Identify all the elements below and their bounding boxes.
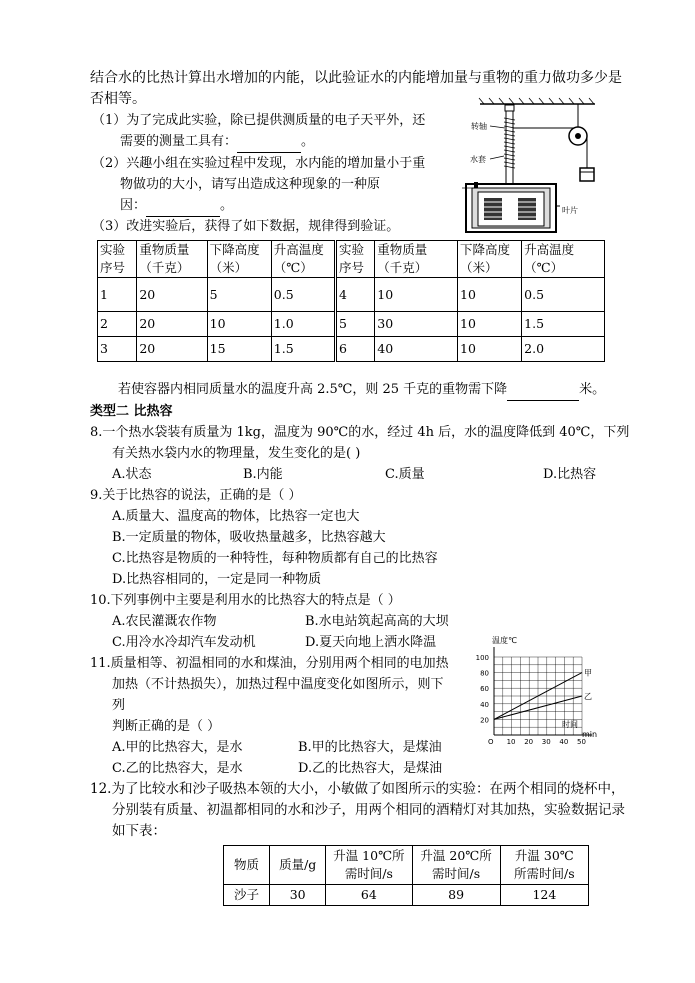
q8-line-1: 8.一个热水袋装有质量为 1kg，温度为 90℃的水，经过 4h 后，水的温度降低到 40℃，下列 [90,425,630,440]
experiment-data-table [97,240,605,362]
answer-blank [237,132,301,153]
origin-label: O [488,738,494,746]
followup-line: 若使容器内相同质量水的温度升高 2.5℃，则 25 千克的重物需下降 米。 [118,380,605,401]
q9-option-c: C.比热容是物质的一种特性，每种物质都有自己的比热容 [112,551,438,566]
table-row: 1 20 5 0.5 4 10 10 0.5 [98,278,605,312]
x-axis-label-line-1: 时间 [562,720,578,729]
header-cell: 升高温度 （℃） [271,241,335,278]
header-cell: 升温 10℃所 需时间/s [326,846,412,885]
y-axis-label: 温度℃ [492,636,517,645]
header-cell: 升温 20℃所 需时间/s [412,846,500,885]
y-tick-label: 80 [480,669,489,678]
q11-option-a: A.甲的比热容大，是水 [112,740,243,755]
y-tick-label: 20 [480,716,489,725]
q11-option-b: B.甲的比热容大，是煤油 [298,740,442,755]
header-cell: 物质 [224,846,270,885]
q9-option-a: A.质量大、温度高的物体，比热容一定也大 [112,509,360,524]
header-cell: 下降高度 （米） [458,241,522,278]
q12-line-2: 分别装有质量、初温都相同的水和沙子，用两个相同的酒精灯对其加热，实验数据记录 [112,802,625,818]
table-header-row [224,846,589,885]
q11-line-2: 加热（不计热损失），加热过程中温度变化如图所示，则下 [112,677,444,692]
q10-option-b: B.水电站筑起高高的大坝 [305,614,449,629]
q8-option-a: A.状态 [112,467,152,482]
x-tick-label: 40 [559,738,569,746]
q11-option-d: D.乙的比热容大，是煤油 [298,761,443,776]
y-tick-label: 100 [475,654,489,662]
joule-apparatus-figure [460,96,620,236]
q8-option-d: D.比热容 [543,467,597,482]
section-heading: 类型二 比热容 [90,404,173,419]
sand-heating-table [223,845,589,906]
q10-option-a: A.农民灌溉农作物 [112,614,217,629]
part2-line-c: 因： 。 [120,196,233,217]
header-cell: 升高温度 （℃） [522,241,605,278]
q8-option-c: C.质量 [385,467,425,482]
header-cell: 质量/g [270,846,326,885]
q9-stem: 9.关于比热容的说法，正确的是（ ） [90,488,302,503]
temperature-time-chart [470,632,610,750]
q10-option-d: D.夏天向地上洒水降温 [305,635,437,650]
q11-option-c: C.乙的比热容大，是水 [112,761,243,776]
part3-line: （3）改进实验后，获得了如下数据，规律得到验证。 [92,219,400,234]
q10-stem: 10.下列事例中主要是利用水的比热容大的特点是（ ） [90,593,401,608]
label-water-jacket: 水套 [470,155,486,164]
y-tick-label: 60 [480,685,489,694]
intro-line-2: 否相等。 [90,91,146,107]
q12-line-3: 如下表： [112,823,166,839]
header-cell: 实验 序号 [335,241,374,278]
q11-line-3: 列 [112,698,126,713]
q11-line-4: 判断正确的是（ ） [112,719,221,734]
table-row: 2 20 10 1.0 5 30 10 1.5 [98,312,605,337]
series-label: 甲 [584,668,592,678]
answer-blank [507,380,579,401]
label-blade: 叶片 [562,206,578,215]
header-cell: 实验 序号 [98,241,137,278]
answer-blank [146,196,220,217]
x-tick-label: 10 [506,738,516,746]
table-row: 沙子 30 64 89 124 [224,885,589,906]
header-cell: 下降高度 （米） [207,241,271,278]
q12-line-1: 12.为了比较水和沙子吸热本领的大小，小敏做了如图所示的实验：在两个相同的烧杯中， [90,781,625,797]
x-axis-label-line-2: min [582,730,598,739]
intro-line-1: 结合水的比热计算出水增加的内能，以此验证水的内能增加量与重物的重力做功多少是 [90,70,622,86]
q9-option-b: B.一定质量的物体，吸收热量越多，比热容越大 [112,530,386,545]
table-header-row [98,241,605,278]
part2-line-b: 物做功的大小，请写出造成这种现象的一种原 [120,177,381,192]
q11-line-1: 11.质量相等、初温相同的水和煤油，分别用两个相同的电加热 [90,656,449,671]
header-cell: 重物质量 （千克） [375,241,458,278]
x-tick-label: 20 [524,738,534,746]
part2-line-a: （2）兴趣小组在实验过程中发现，水内能的增加量小于重 [92,156,426,171]
part1-line-a: （1）为了完成此实验，除已提供测质量的电子天平外，还 [92,113,426,128]
y-tick-label: 40 [480,700,489,709]
x-tick-label: 50 [577,738,586,746]
q8-line-2: 有关热水袋内水的物理量，发生变化的是( ) [112,446,361,461]
q9-option-d: D.比热容相同的，一定是同一种物质 [112,572,322,587]
series-label: 乙 [584,692,592,701]
q10-option-c: C.用冷水冷却汽车发动机 [112,635,256,650]
x-tick-label: 30 [541,738,551,746]
part1-line-b: 需要的测量工具有： 。 [120,132,314,153]
label-shaft: 转轴 [471,122,487,131]
table-row: 3 20 15 1.5 6 40 10 2.0 [98,337,605,362]
header-cell: 升温 30℃ 所需时间/s [500,846,588,885]
q8-option-b: B.内能 [243,467,283,482]
header-cell: 重物质量 （千克） [137,241,207,278]
